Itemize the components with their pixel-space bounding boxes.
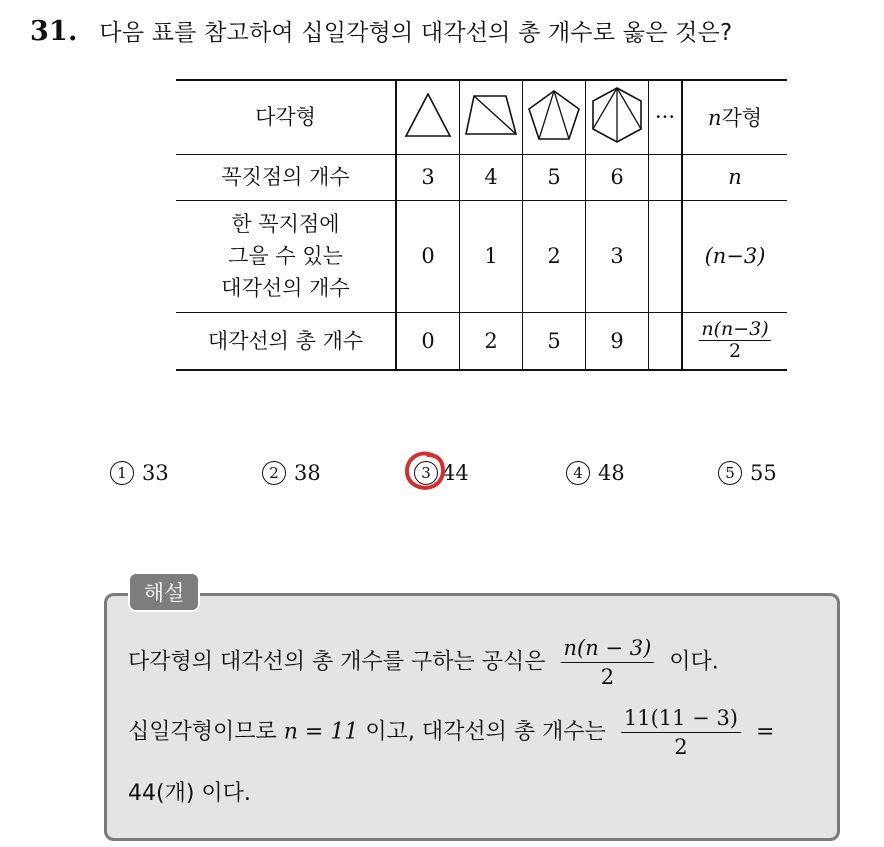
choice-number: 1 xyxy=(110,461,134,485)
table-cell xyxy=(649,312,683,370)
choice-1[interactable] xyxy=(110,461,169,485)
n-header: n각형 xyxy=(682,80,787,154)
explanation-line-2 xyxy=(128,704,774,761)
table-row-shapes xyxy=(176,80,787,154)
explanation-text: 44(개) 이다. xyxy=(128,781,251,806)
row-label-line: 한 꼭지점에 xyxy=(231,212,340,236)
table-cell: 4 xyxy=(460,154,523,200)
question xyxy=(30,14,870,47)
table-cell: 0 xyxy=(396,312,460,370)
explanation-line-1 xyxy=(128,634,719,691)
calc-fraction xyxy=(621,704,741,761)
table-cell: n xyxy=(682,154,787,200)
choice-value: 55 xyxy=(750,461,777,485)
row-label: 대각선의 총 개수 xyxy=(176,312,396,370)
quadrilateral-icon xyxy=(460,80,523,154)
ellipsis-cell: ··· xyxy=(649,80,683,154)
explanation-text: 다각형의 대각선의 총 개수를 구하는 공식은 xyxy=(128,649,546,675)
choice-value: 48 xyxy=(598,461,625,485)
equals-sign: = xyxy=(756,719,775,745)
table-row xyxy=(176,154,787,200)
choice-number: 5 xyxy=(718,461,742,485)
polygon-table xyxy=(176,79,787,371)
explanation-tag: 해설 xyxy=(128,572,200,612)
table-cell xyxy=(682,312,787,370)
fraction-denominator: 2 xyxy=(674,735,688,759)
question-text: 다음 표를 참고하여 십일각형의 대각선의 총 개수로 옳은 것은? xyxy=(99,20,733,46)
explanation-text: 십일각형이므로 xyxy=(128,719,277,745)
pentagon-icon xyxy=(523,80,586,154)
row-label-line: 그을 수 있는 xyxy=(228,244,343,268)
formula-fraction xyxy=(561,634,655,691)
header-polygon: 다각형 xyxy=(176,80,396,154)
n-fraction xyxy=(699,319,770,362)
fraction-denominator: 2 xyxy=(728,340,742,363)
choice-value: 44 xyxy=(442,461,469,485)
table-cell: 5 xyxy=(523,154,586,200)
answer-circle-mark xyxy=(402,449,448,493)
choice-value: 33 xyxy=(142,461,169,485)
choice-number: 4 xyxy=(566,461,590,485)
fraction-numerator: n(n − 3) xyxy=(561,634,655,663)
table-cell: 9 xyxy=(586,312,649,370)
choice-number: 2 xyxy=(262,461,286,485)
row-label xyxy=(176,200,396,312)
table-row xyxy=(176,200,787,312)
table-cell: 0 xyxy=(396,200,460,312)
row-label: 꼭짓점의 개수 xyxy=(176,154,396,200)
table-cell: (n−3) xyxy=(682,200,787,312)
table-cell: 2 xyxy=(523,200,586,312)
explanation-text: 이고, 대각선의 총 개수는 xyxy=(365,719,606,745)
row-label-line: 대각선의 개수 xyxy=(221,276,350,300)
choice-2[interactable] xyxy=(262,461,321,485)
fraction-numerator: n(n−3) xyxy=(701,318,769,341)
hexagon-icon xyxy=(586,80,649,154)
choice-4[interactable] xyxy=(566,461,625,485)
table-cell xyxy=(649,200,683,312)
table-cell: 2 xyxy=(460,312,523,370)
table-cell: 6 xyxy=(586,154,649,200)
explanation-line-3 xyxy=(128,776,251,807)
choice-number: 3 xyxy=(414,461,438,485)
table-row xyxy=(176,312,787,370)
table-cell: 1 xyxy=(460,200,523,312)
table-cell xyxy=(649,154,683,200)
choice-value: 38 xyxy=(294,461,321,485)
fraction-denominator: 2 xyxy=(600,665,615,689)
table-cell: 3 xyxy=(586,200,649,312)
choice-5[interactable] xyxy=(718,461,777,485)
table-cell: 3 xyxy=(396,154,460,200)
fraction-numerator: 11(11 − 3) xyxy=(621,704,741,733)
explanation-text: 이다. xyxy=(669,649,719,675)
table-cell: 5 xyxy=(523,312,586,370)
triangle-icon xyxy=(396,80,460,154)
question-number: 31. xyxy=(30,16,78,47)
equation-n: n = 11 xyxy=(283,719,359,745)
